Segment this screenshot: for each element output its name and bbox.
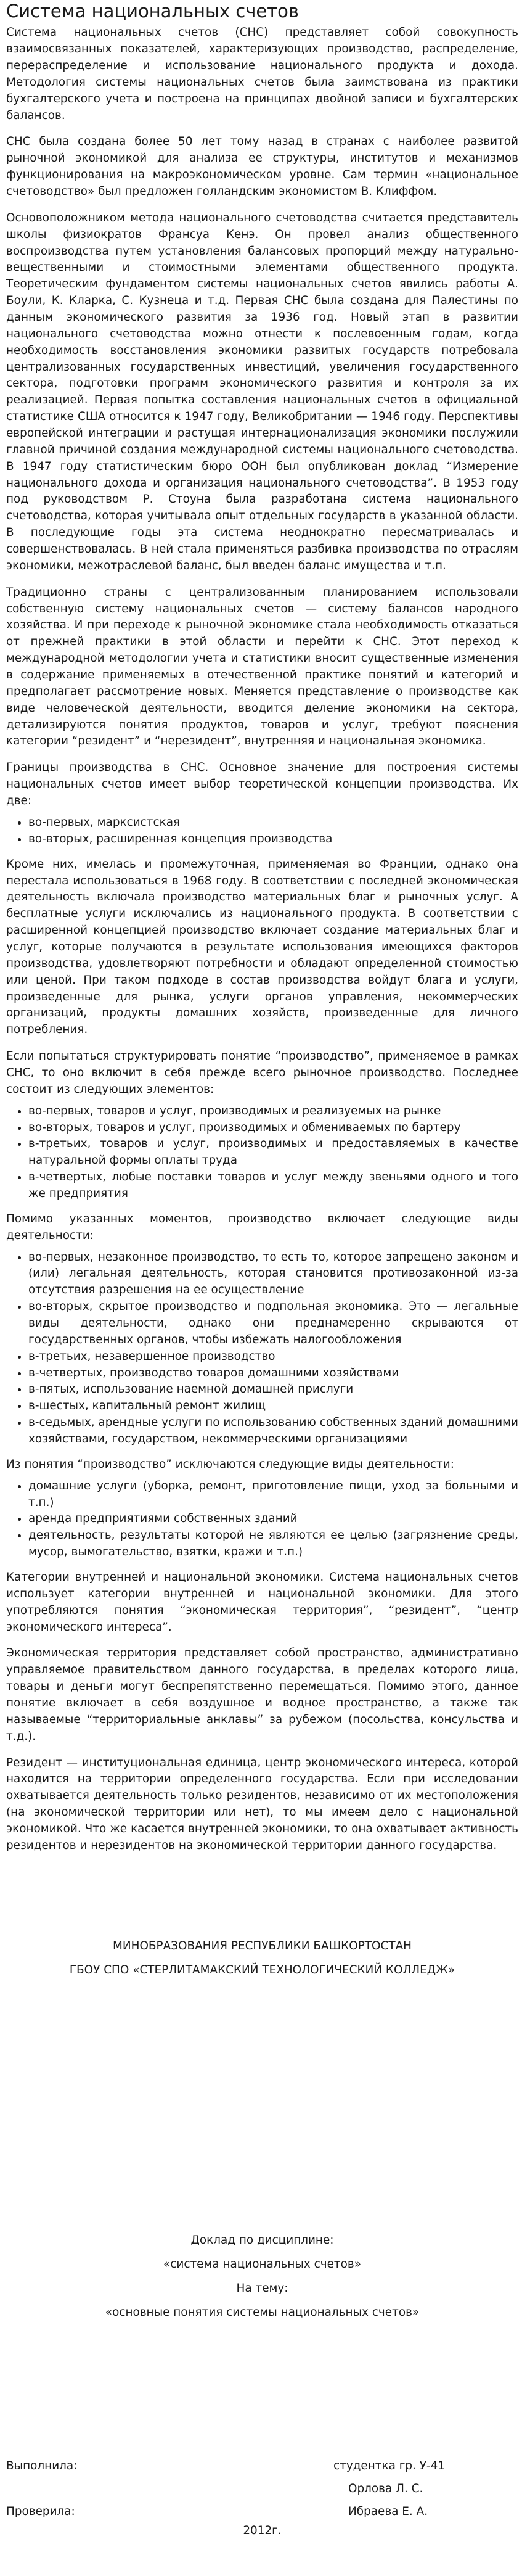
list-item: • в-третьих, незавершенное производство — [28, 1349, 518, 1365]
list-item: • в-пятых, использование наемной домашней прислуги — [28, 1381, 518, 1398]
student-name-row — [6, 2481, 518, 2498]
list-activities — [6, 1249, 518, 1448]
title-page — [6, 1938, 518, 2321]
list-item: • в-четвертых, производство товаров домашними хозяйствами — [28, 1365, 518, 1382]
checker-name: Ибраева Е. А. — [348, 2504, 428, 2518]
list-item: • во-первых, товаров и услуг, производимых и реализуемых на рынке — [28, 1103, 518, 1120]
ministry-name: МИНОБРАЗОВАНИЯ РЕСПУБЛИКИ БАШКОРТОСТАН — [112, 1939, 412, 1953]
document-title: Система национальных счетов — [6, 1, 299, 22]
list-item: • в-третьих, товаров и услуг, производимых и предоставляемых в качестве натуральной формы оплаты труда — [28, 1136, 518, 1169]
list-item: • в-седьмых, арендные услуги по использованию собственных зданий домашними хозяйствами, государством, некоммерческими организациями — [28, 1415, 518, 1448]
report-label: Доклад по дисциплине: — [190, 2234, 334, 2247]
paragraph-production-boundaries: Границы производства в СНС. Основное значение для построения системы национальных счетов имеет выбор теоретической концепции производства. Их две: — [6, 761, 518, 808]
document-year: 2012г. — [243, 2524, 282, 2537]
list-item: • во-первых, незаконное производство, то есть то, которое запрещено законом и (или) легальная деятельность, которая становится противозаконной из-за отсутствия разрешения на ее осуществление — [28, 1249, 518, 1299]
list-item: • домашние услуги (уборка, ремонт, приготовление пищи, уход за больными и т.п.) — [28, 1478, 518, 1512]
paragraph-besides: Помимо указанных моментов, производство включает следующие виды деятельности: — [6, 1212, 518, 1242]
performer-label: Выполнила: — [6, 2459, 78, 2472]
college-name: ГБОУ СПО «СТЕРЛИТАМАКСКИЙ ТЕХНОЛОГИЧЕСКИЙ КОЛЛЕДЖ» — [69, 1963, 455, 1977]
paragraph-categories: Категории внутренней и национальной экономики. Система национальных счетов использует категории внутренней и национальной экономики. Для этого употребляются понятия “экономическая территория”, “резидент”, “центр экономического интереса”. — [6, 1571, 518, 1634]
performer-row — [6, 2458, 518, 2475]
list-item: • во-вторых, скрытое производство и подпольная экономика. Это — легальные виды деятельности, однако они преднамеренно скрываются от государственных органов, чтобы избежать налогообложения — [28, 1299, 518, 1349]
topic-label: На тему: — [236, 2282, 288, 2295]
paragraph-history: СНС была создана более 50 лет тому назад в странах с наиболее развитой рыночной экономикой для анализа ее структуры, институтов и механизмов функционирования на макроэкономическом уровне. Сам термин «национальное счетоводство» был предложен голландским экономистом В. Клиффом. — [6, 135, 518, 198]
paragraph-definition: Система национальных счетов (СНС) представляет собой совокупность взаимосвязанных показателей, характеризующих производство, распределение, перераспределение и использование национального продукта и дохода. Методология системы национальных счетов была заимствована из практики бухгалтерского учета и построена на принципах двойной записи и бухгалтерских балансов. — [6, 26, 518, 122]
paragraph-excluded: Из понятия “производство” исключаются следующие виды деятельности: — [6, 1457, 454, 1471]
list-item: • аренда предприятиями собственных зданий — [28, 1511, 518, 1528]
paragraph-resident: Резидент — институциональная единица, центр экономического интереса, которой находится на территории определенного государства. Если при исследовании охватывается деятельность только резидентов, независимо от их местоположения (на экономической территории или нет), то мы имеем дело с национальной экономикой. Что же касается внутренней экономики, то она охватывает активность резидентов и нерезидентов на экономической территории данного государства. — [6, 1756, 518, 1852]
topic-name: «основные понятия системы национальных счетов» — [105, 2306, 420, 2319]
list-item: • во-вторых, расширенная концепция производства — [28, 831, 518, 848]
checker-row — [6, 2504, 518, 2520]
paragraph-territory: Экономическая территория представляет собой пространство, административно управляемое правительством данного государства, в пределах которого лица, товары и деньги могут беспрепятственно перемещаться. Помимо этого, данное понятие включает в себя воздушное и водное пространство, а также так называемые “территориальные анклавы” за рубежом (посольства, консульства и т.д.). — [6, 1647, 518, 1743]
student-group: студентка гр. У-41 — [333, 2459, 445, 2472]
student-name: Орлова Л. С. — [348, 2482, 423, 2495]
list-item: • деятельность, результаты которой не являются ее целью (загрязнение среды, мусор, вымогательство, взятки, кражи и т.п.) — [28, 1528, 518, 1561]
list-item: • в-шестых, капитальный ремонт жилищ — [28, 1398, 518, 1415]
paragraph-founder: Основоположником метода национального счетоводства считается представитель школы физиократов Франсуа Кенэ. Он провел анализ общественного воспроизводства путем установления балансовых пропорций между натурально-вещественными и стоимостными элементами общественного продукта. Теоретическим фундаментом системы национальных счетов явились работы А. Боули, К. Кларка, С. Кузнеца и т.д. Первая СНС была создана для Палестины по данным экономического развития за 1936 год. Новый этап в развитии национального счетоводства можно отнести к послевоенным годам, когда необходимость восстановления экономики развитых государств потребовала централизованных государственных инвестиций, увеличения государственного сектора, подготовки программ экономического развития и контроля за их реализацией. Первая попытка составления национальных счетов в официальной статистике США относится к 1947 году, Великобритании — 1946 году. Перспективы европейской интеграции и растущая интернационализация экономики послужили главной причиной создания международной системы национального счетоводства. В 1947 году статистическим бюро ООН был опубликован доклад “Измерение национального дохода и организация национального счетоводства”. В 1953 году под руководством Р. Стоуна была разработана система национального счетоводства, которая учитывала опыт отдельных государств в указанной области. В последующие годы эта система неоднократно пересматривалась и совершенствовалась. В ней стала применяться разбивка производства по отраслям экономики, межотраслевой баланс, был введен баланс имущества и т.п. — [6, 211, 518, 572]
list-item: • во-первых, марксистская — [28, 815, 518, 831]
list-excluded — [6, 1478, 518, 1561]
discipline-name: «система национальных счетов» — [163, 2258, 361, 2271]
list-item: • во-вторых, товаров и услуг, производимых и обмениваемых по бартеру — [28, 1120, 518, 1137]
checker-label: Проверила: — [6, 2504, 75, 2518]
list-item: • в-четвертых, любые поставки товаров и услуг между звеньями одного и того же предприятия — [28, 1169, 518, 1203]
list-market-production — [6, 1103, 518, 1203]
paragraph-transition: Традиционно страны с централизованным планированием использовали собственную систему национальных счетов — систему балансов народного хозяйства. И при переходе к рыночной экономике стала необходимость отказаться от прежней практики в этой области и перейти к СНС. Этот переход к международной методологии учета и статистики вносит существенные изменения в содержание применяемых в отечественной практике понятий и категорий и предполагает рассмотрение новых. Меняется представление о производстве как виде человеческой деятельности, вводится деление экономики на сектора, детализируются понятия продуктов, товаров и услуг, требуют пояснения категории “резидент” и “нерезидент”, внутренняя и национальная экономика. — [6, 585, 518, 748]
list-concepts — [6, 815, 518, 848]
paragraph-france: Кроме них, имелась и промежуточная, применяемая во Франции, однако она перестала использоваться в 1968 году. В соответствии с последней экономическая деятельность включала производство материальных благ и рыночных услуг. А бесплатные услуги исключались из национального продукта. В соответствии с расширенной концепцией производство включает создание материальных благ и услуг, которые получаются в результате использования имеющихся факторов производства, удовлетворяют потребности и обладают определенной стоимостью или ценой. При таком подходе в состав производства войдут блага и услуги, произведенные для рынка, услуги органов управления, некоммерческих организаций, продукты домашних хозяйств, произведенные для личного потребления. — [6, 857, 518, 1037]
paragraph-structure: Если попытаться структурировать понятие “производство”, применяемое в рамках СНС, то оно включит в себя прежде всего рыночное производство. Последнее состоит из следующих элементов: — [6, 1050, 518, 1096]
